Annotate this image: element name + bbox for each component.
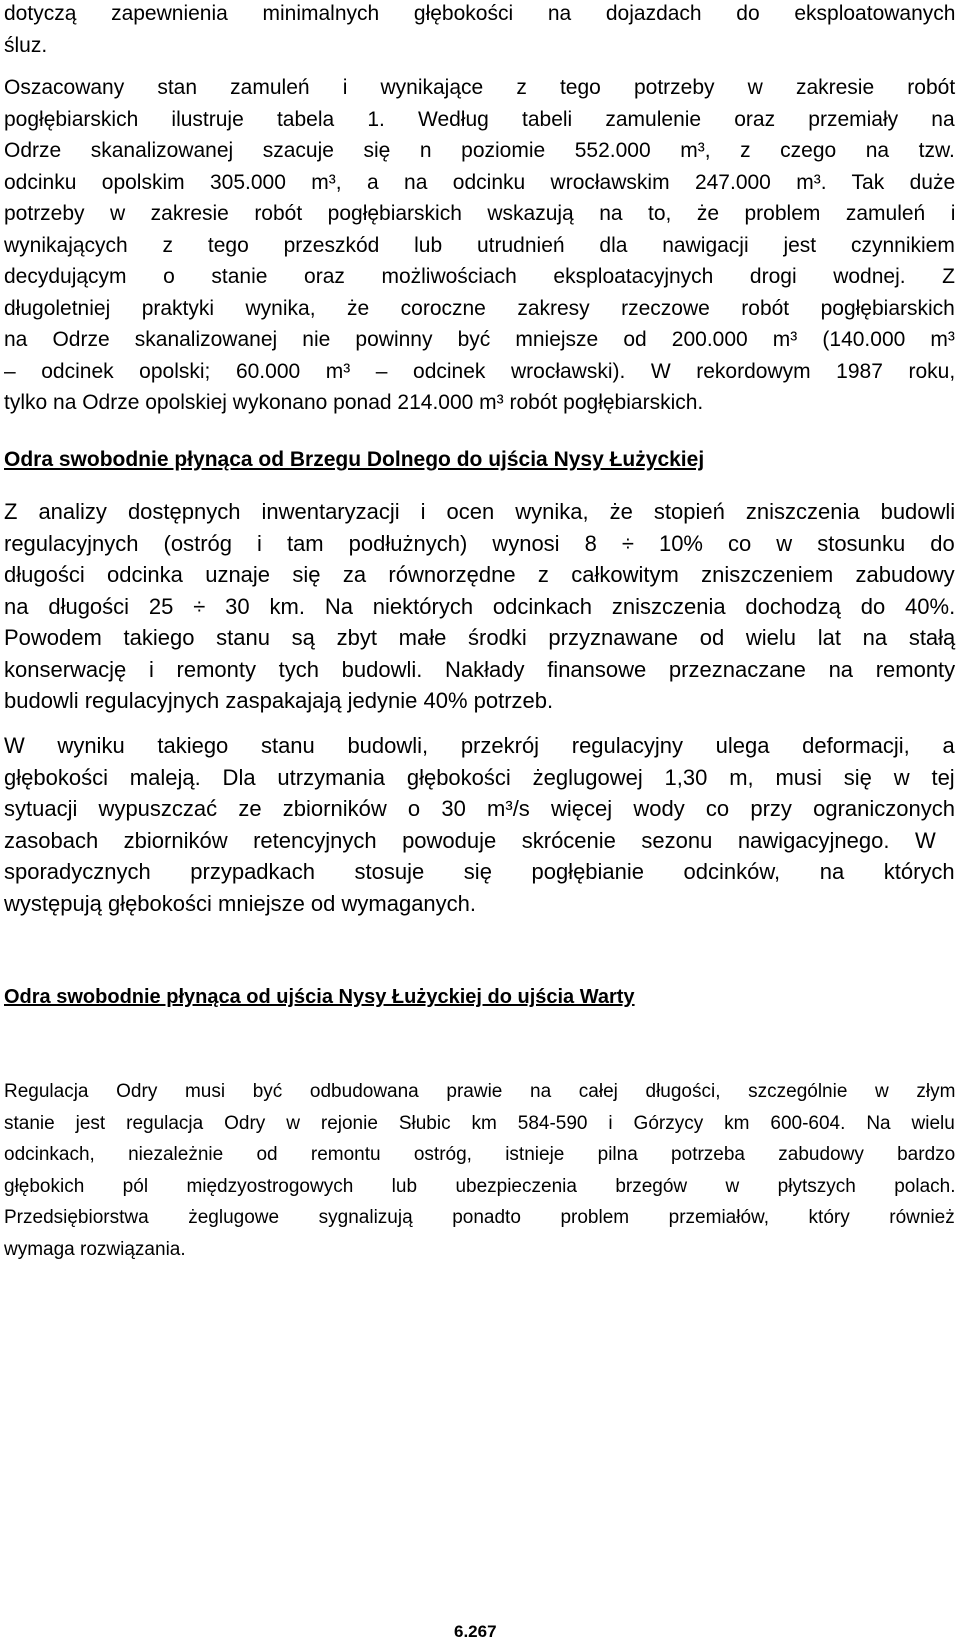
text-line: regulacyjnych (ostróg i tam podłużnych) wynosi 8 ÷ 10% co w stosunku do <box>4 530 955 556</box>
paragraph-silting <box>4 72 955 419</box>
text-line: zasobach zbiorników retencyjnych powoduje skrócenie sezonu nawigacyjnego. W <box>4 827 936 853</box>
text-line: wymaga rozwiązania. <box>4 1238 186 1260</box>
text-line: – odcinek opolski; 60.000 m³ – odcinek wrocławski). W rekordowym 1987 roku, <box>4 359 956 383</box>
text-line: głębokości maleją. Dla utrzymania głębokości żeglugowej 1,30 m, musi się w tej <box>4 764 955 790</box>
text-line: na Odrze skanalizowanej nie powinny być mniejsze od 200.000 m³ (140.000 m³ <box>4 328 955 351</box>
section-heading: Odra swobodnie płynąca od Brzegu Dolnego do ujścia Nysy Łużyckiej <box>4 448 705 471</box>
text-line: odcinkach, niezależnie od remontu ostróg, istnieje pilna potrzeba zabudowy bardzo <box>4 1144 956 1165</box>
paragraph-consequences <box>4 730 955 919</box>
page-number: 6.267 <box>454 1622 497 1641</box>
text-line: budowli regulacyjnych zaspakajają jedynie 40% potrzeb. <box>4 688 554 713</box>
text-line: śluz. <box>4 33 48 57</box>
text-line: odcinku opolskim 305.000 m³, a na odcinku wrocławskim 247.000 m³. Tak duże <box>4 170 956 194</box>
text-line: długości odcinka uznaje się za równorzędne z całkowitym zniszczeniem zabudowy <box>4 562 955 587</box>
text-line: decydującym o stanie oraz możliwościach eksploatacyjnych drogi wodnej. Z <box>4 265 955 288</box>
text-line: Z analizy dostępnych inwentaryzacji i ocen wynika, że stopień zniszczenia budowli <box>4 499 956 524</box>
text-line: tylko na Odrze opolskiej wykonano ponad 214.000 m³ robót pogłębiarskich. <box>4 391 704 414</box>
text-line: Oszacowany stan zamuleń i wynikające z tego potrzeby w zakresie robót <box>4 76 956 99</box>
text-line: sytuacji wypuszczać ze zbiorników o 30 m³/s więcej wody co przy ograniczonych <box>4 796 955 821</box>
section-heading: Odra swobodnie płynąca od ujścia Nysy Łużyckiej do ujścia Warty <box>4 986 635 1008</box>
paragraph-damage <box>4 496 955 717</box>
text-line: Odrze skanalizowanej szacuje się n poziomie 552.000 m³, z czego na tzw. <box>4 139 955 162</box>
text-line: dotyczą zapewnienia minimalnych głębokości na dojazdach do eksploatowanych <box>4 2 956 25</box>
text-line: występują głębokości mniejsze od wymaganych. <box>4 890 477 916</box>
text-line: wynikających z tego przeszkód lub utrudnień dla nawigacji jest czynnikiem <box>4 233 955 257</box>
text-line: W wyniku takiego stanu budowli, przekrój regulacyjny ulega deformacji, a <box>4 733 955 758</box>
text-line: pogłębiarskich ilustruje tabela 1. Według tabeli zamulenie oraz przemiały na <box>4 107 955 131</box>
paragraph-regulation <box>4 1076 955 1265</box>
text-line: sporadycznych przypadkach stosuje się pogłębianie odcinków, na których <box>4 859 955 884</box>
text-line: Przedsiębiorstwa żeglugowe sygnalizują ponadto problem przemiałów, który również <box>4 1207 955 1228</box>
text-line: Regulacja Odry musi być odbudowana prawie na całej długości, szczególnie w złym <box>4 1081 956 1102</box>
text-line: potrzeby w zakresie robót pogłębiarskich wskazują na to, że problem zamuleń i <box>4 202 956 225</box>
text-line: Powodem takiego stanu są zbyt małe środki przyznawane od wielu lat na stałą <box>4 625 956 650</box>
text-line: głębokich pól międzyostrogowych lub ubezpieczenia brzegów w płytszych polach. <box>4 1175 956 1197</box>
text-line: konserwację i remonty tych budowli. Nakłady finansowe przeznaczane na remonty <box>4 656 956 682</box>
paragraph-intro <box>4 0 955 61</box>
text-line: stanie jest regulacja Odry w rejonie Słubic km 584-590 i Górzycy km 600-604. Na wielu <box>4 1112 955 1134</box>
text-line: na długości 25 ÷ 30 km. Na niektórych odcinkach zniszczenia dochodzą do 40%. <box>4 593 956 619</box>
text-line: długoletniej praktyki wynika, że coroczne zakresy rzeczowe robót pogłębiarskich <box>4 296 955 320</box>
